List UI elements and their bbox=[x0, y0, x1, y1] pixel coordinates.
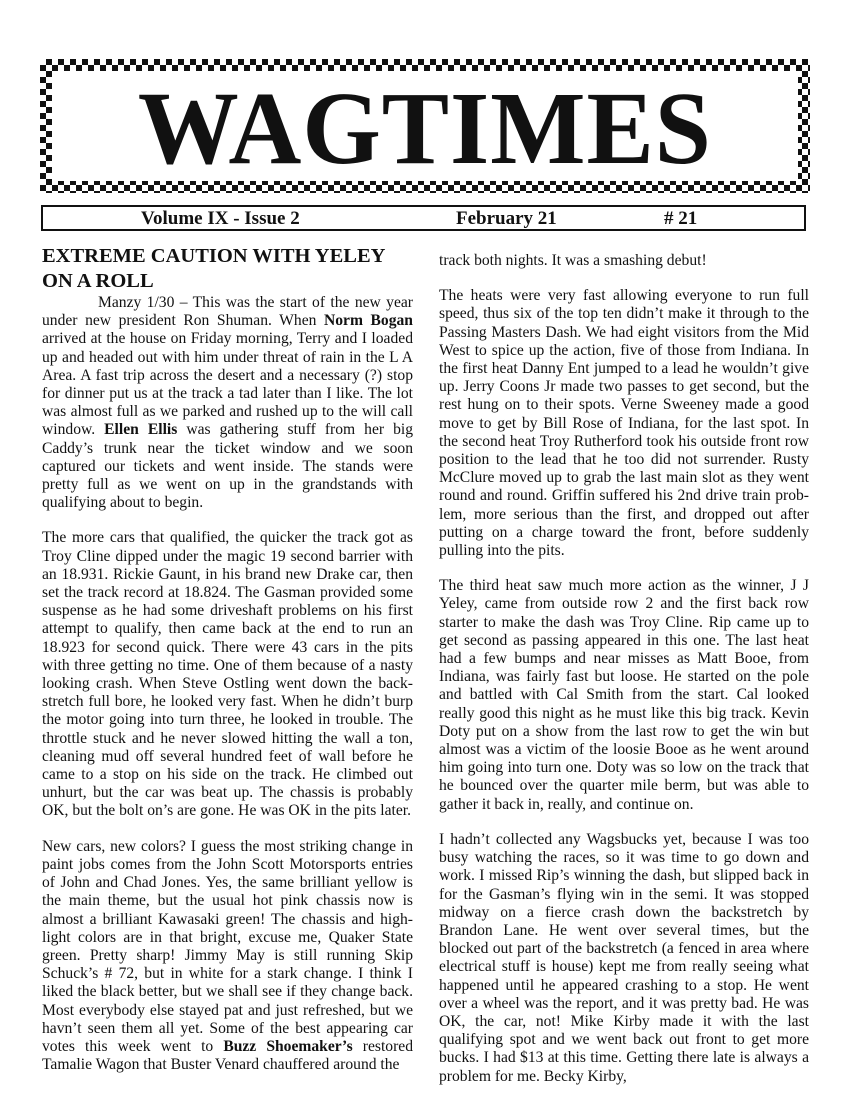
article-paragraph bbox=[42, 529, 413, 820]
article-paragraph bbox=[439, 577, 809, 814]
text-run: restored Tamalie Wagon that Buster Venard chauffered around the bbox=[42, 1037, 413, 1074]
left-column bbox=[42, 244, 413, 1100]
newsletter-title: WAGTIMES bbox=[138, 71, 712, 186]
right-column bbox=[439, 244, 809, 1100]
right-column-body bbox=[439, 252, 809, 1086]
article-paragraph bbox=[439, 831, 809, 1086]
issue-info-bar bbox=[41, 205, 806, 231]
article-paragraph bbox=[42, 294, 413, 512]
text-run: New cars, new colors? I guess the most striking change in paint jobs comes from the John Scott Motorsports entries of John and Chad Jones. Yes, the same brilliant yellow is the main theme, but the usual hot pink chassis now is almost a brilliant Kawasaki green! The chassis and high-light colors are in that bright, excuse me, Quaker State green. Pretty sharp! Jimmy May is still running Skip Schuck’s # 72, but in white for a stark change. I think I liked the black better, but we shall see if they change back. Most everybody else stayed pat and just refreshed, but we havn’t seen them all yet. Some of the best appearing car votes this week went to bbox=[42, 837, 413, 1055]
text-run: arrived at the house on Friday morning, Terry and I loaded up and headed out with him under threat of rain in the L A Area. A fast trip across the desert and a necessary (?) stop for dinner put us at the track a tad later than I like. The lot was almost full as we parked and rushed up to the will call window. bbox=[42, 330, 413, 439]
article-paragraph bbox=[439, 252, 809, 270]
article-paragraph bbox=[42, 838, 413, 1075]
masthead-checkered-border bbox=[40, 59, 810, 193]
text-run: The more cars that qualified, the quicker the track got as Troy Cline dipped under the magic 19 second barrier with an 18.931. Rickie Gaunt, in his brand new Drake car, then set the track record at 18.824. The Gasman provided some suspense as he had some driveshaft problems on his first attempt to qualify, then came back at the end to run an 18.923 for second quick. There were 43 cars in the pits with three getting no time. One of them because of a nasty looking crash. When Steve Ostling went down the back-stretch full bore, he looked very fast. When he didn’t burp the motor going into turn three, he looked in trouble. The throttle stuck and he never slowed hitting the wall a ton, cleaning mud off several hundred feet of wall before he came to a stop on his side on the track. He climbed out unhurt, but the car was beat up. The chassis is probably OK, but the bolt on’s are gone. He was OK in the pits later. bbox=[42, 529, 413, 820]
issue-number: # 21 bbox=[664, 208, 698, 229]
article-paragraph bbox=[439, 287, 809, 560]
bold-name: Norm Bogan bbox=[323, 312, 413, 330]
text-run: was gathering stuff from her big Caddy’s trunk near the ticket window and we soon captured our tickets and went inside. The stands were pretty full as we went on up in the grandstands with qualifying about to begin. bbox=[42, 421, 413, 512]
masthead-inner bbox=[52, 71, 798, 186]
text-run: I hadn’t collected any Wagsbucks yet, because I was too busy watching the races, so it was time to go down and work. I missed Rip’s winning the dash, but slipped back in for the Gasman’s flying win in the semi. It was stopped midway on a fierce crash down the backstretch by Brandon Lane. He went over several times, but the blocked out part of the backstretch (a fenced in area where electrical stuff is house) kept me from really seeing what happened until he appeared crashing to a stop. He went over a wheel was the report, and it was pretty bad. He was OK, the car, not! Mike Kirby made it with the last qualifying spot and we went back out front to get more bucks. I had $13 at this time. Getting there late is always a problem for me. Becky Kirby, bbox=[439, 830, 809, 1085]
text-run: The third heat saw much more action as the winner, J J Yeley, came from outside row 2 and the first back row starter to make the dash was Troy Cline. Rip came up to get second as passing appeared in this one. The last heat had a few bumps and near misses as Matt Booe, from Indiana, was fairly fast but loose. He started on the pole and battled with Cal Smith from the start. Cal looked really good this night as he must like this big track. Kevin Doty put on a show from the last row to get the win but almost was a victim of the loosie Booe as he went around him going into turn one. Doty was so low on the track that he bounced over the quarter mile berm, but was able to gather it back in, really, and continue on. bbox=[439, 577, 809, 813]
text-run: The heats were very fast allowing everyone to run full speed, thus six of the top ten didn’t make it through to the Passing Masters Dash. We had eight visitors from the Mid West to spice up the action, five of those from Indiana. In the first heat Danny Ent jumped to a lead he wouldn’t give up. Jerry Coons Jr made two passes to get second, but the rest hung on to their spots. Verne Sweeney made a good move to get by Bill Rose of Indiana, for the last spot. In the second heat Troy Rutherford took his outside front row position to the lead that he too did not surrender. Rusty McClure moved up to grab the last main slot as they went round and round. Griffin suffered his 2nd drive train prob-lem, more serious than the first, and dropped out after putting on a charge toward the front, before suddenly pulling into the pits. bbox=[439, 287, 809, 560]
text-run: track both nights. It was a smashing debut! bbox=[439, 252, 707, 269]
text-run: Manzy 1/30 – This was the start of the new year under new president Ron Shuman. When bbox=[42, 294, 413, 330]
volume-issue: Volume IX - Issue 2 bbox=[141, 208, 300, 229]
article-headline: EXTREME CAUTION WITH YELEY ON A ROLL bbox=[42, 245, 385, 292]
bold-name: Buzz Shoemaker’s bbox=[223, 1037, 353, 1055]
left-column-body bbox=[42, 294, 413, 1074]
issue-date: February 21 bbox=[456, 208, 557, 229]
bold-name: Ellen Ellis bbox=[104, 421, 178, 439]
